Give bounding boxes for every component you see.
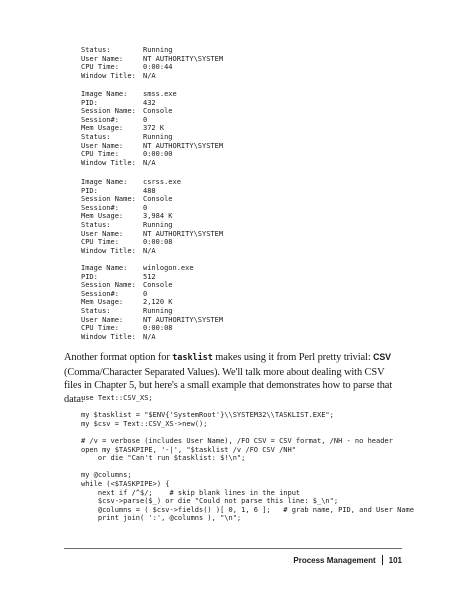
process-field-row <box>81 63 381 72</box>
field-value: Running <box>143 46 173 54</box>
field-label: Image Name: <box>81 264 128 272</box>
process-field-row <box>81 72 381 81</box>
process-block-4 <box>81 264 381 341</box>
field-label: PID: <box>81 272 98 281</box>
field-value: 0 <box>143 115 148 124</box>
field-label: Mem Usage: <box>81 124 124 133</box>
process-field-row <box>81 307 381 316</box>
code-listing <box>81 394 414 523</box>
field-label: Session#: <box>81 203 119 212</box>
process-field-row <box>81 107 381 116</box>
process-field-row <box>81 133 381 142</box>
process-field-row <box>81 264 381 273</box>
field-value: 2,120 K <box>143 298 173 307</box>
field-label: CPU Time: <box>81 63 119 72</box>
code-line <box>81 403 411 412</box>
field-value: Console <box>143 107 173 116</box>
process-field-row <box>81 142 381 151</box>
footer-rule <box>64 548 402 549</box>
process-field-row <box>81 187 381 196</box>
process-field-row <box>81 333 381 342</box>
field-value: 0 <box>143 203 148 212</box>
field-value: winlogon.exe <box>143 264 194 272</box>
field-value: N/A <box>143 158 156 167</box>
code-line <box>81 463 411 472</box>
field-label: CPU Time: <box>81 238 119 247</box>
process-field-row <box>81 204 381 213</box>
process-field-row <box>81 159 381 168</box>
field-value: Running <box>143 306 173 315</box>
field-label: Session#: <box>81 289 119 298</box>
code-line: # /v = verbose (includes User Name), /FO CSV = CSV format, /NH - no header <box>81 436 393 445</box>
code-line: open my $TASKPIPE, '-|', "$tasklist /v /FO CSV /NH" <box>81 445 296 454</box>
field-value: 488 <box>143 186 156 195</box>
field-label: Status: <box>81 306 111 315</box>
process-field-row <box>81 178 381 187</box>
field-value: NT AUTHORITY\SYSTEM <box>143 141 224 150</box>
field-value: 0:00:44 <box>143 63 173 72</box>
process-field-row <box>81 247 381 256</box>
process-field-row <box>81 116 381 125</box>
field-value: smss.exe <box>143 90 177 98</box>
field-value: 0:00:08 <box>143 238 173 247</box>
code-line: my @columns; <box>81 471 132 480</box>
field-label: Session Name: <box>81 195 136 204</box>
code-line: my $csv = Text::CSV_XS->new(); <box>81 419 208 428</box>
process-field-row <box>81 298 381 307</box>
field-label: Mem Usage: <box>81 212 124 221</box>
page-number: 101 <box>388 555 402 565</box>
field-value: 432 <box>143 98 156 107</box>
process-block-3 <box>81 178 381 255</box>
process-field-row <box>81 90 381 99</box>
field-label: PID: <box>81 98 98 107</box>
field-label: Window Title: <box>81 332 136 341</box>
code-line: use Text::CSV_XS; <box>81 394 153 402</box>
field-value: Console <box>143 195 173 204</box>
field-label: CPU Time: <box>81 324 119 333</box>
field-label: Image Name: <box>81 178 128 186</box>
field-label: User Name: <box>81 229 124 238</box>
code-line: next if /^$/; # skip blank lines in the input <box>81 488 301 497</box>
field-label: Session Name: <box>81 281 136 290</box>
page-footer <box>64 553 402 567</box>
code-line <box>81 428 411 437</box>
field-label: Window Title: <box>81 71 136 80</box>
field-label: Session#: <box>81 115 119 124</box>
code-line: while (<$TASKPIPE>) { <box>81 479 170 488</box>
process-field-row <box>81 281 381 290</box>
code-line: @columns = ( $csv->fields() )[ 0, 1, 6 ]; # grab name, PID, and User Name <box>81 505 414 514</box>
paragraph-text-middle: makes using it from Perl pretty trivial: <box>212 352 374 363</box>
code-line: print join( ':', @columns ), "\n"; <box>81 514 242 523</box>
field-label: Mem Usage: <box>81 298 124 307</box>
field-value: 372 K <box>143 124 165 133</box>
code-line: $csv->parse($_) or die "Could not parse this line: $_\n"; <box>81 497 339 506</box>
field-value: 512 <box>143 272 156 281</box>
footer-separator <box>382 555 383 565</box>
field-label: Window Title: <box>81 246 136 255</box>
field-label: CPU Time: <box>81 150 119 159</box>
field-value: NT AUTHORITY\SYSTEM <box>143 54 224 63</box>
process-block-1 <box>81 46 381 80</box>
field-value: NT AUTHORITY\SYSTEM <box>143 315 224 324</box>
field-label: PID: <box>81 186 98 195</box>
process-field-row <box>81 124 381 133</box>
field-value: Console <box>143 281 173 290</box>
paragraph-text-before: Another format option for <box>64 352 173 363</box>
field-value: N/A <box>143 332 156 341</box>
field-value: csrss.exe <box>143 178 181 186</box>
field-value: N/A <box>143 71 156 80</box>
process-field-row <box>81 221 381 230</box>
process-field-row <box>81 150 381 159</box>
field-value: 3,984 K <box>143 212 173 221</box>
process-field-row <box>81 316 381 325</box>
field-label: User Name: <box>81 54 124 63</box>
process-block-2 <box>81 90 381 167</box>
footer-section-title: Process Management <box>293 555 376 565</box>
process-field-row <box>81 290 381 299</box>
field-value: 0 <box>143 289 148 298</box>
process-field-row <box>81 230 381 239</box>
field-value: Running <box>143 220 173 229</box>
field-label: Session Name: <box>81 107 136 116</box>
paragraph-text-after: (Comma/Character Separated Values). We'll talk more about dealing with CSV files in Chapter 5, but here's a small example that demonstrates how to parse that data: <box>64 366 393 405</box>
field-label: User Name: <box>81 315 124 324</box>
field-value: NT AUTHORITY\SYSTEM <box>143 229 224 238</box>
process-field-row <box>81 273 381 282</box>
field-label: Window Title: <box>81 158 136 167</box>
process-field-row <box>81 324 381 333</box>
process-field-row <box>81 55 381 64</box>
csv-acronym: CSV <box>373 352 391 362</box>
process-field-row <box>81 99 381 108</box>
field-value: 0:00:00 <box>143 150 173 159</box>
field-label: Status: <box>81 132 111 141</box>
field-label: Image Name: <box>81 90 128 98</box>
field-label: User Name: <box>81 141 124 150</box>
process-field-row <box>81 46 381 55</box>
tasklist-command: tasklist <box>172 353 213 363</box>
field-label: Status: <box>81 46 111 54</box>
field-value: 0:00:08 <box>143 324 173 333</box>
code-line: my $tasklist = "$ENV{'SystemRoot'}\\SYSTEM32\\TASKLIST.EXE"; <box>81 411 334 420</box>
field-label: Status: <box>81 220 111 229</box>
process-field-row <box>81 212 381 221</box>
field-value: N/A <box>143 246 156 255</box>
process-field-row <box>81 238 381 247</box>
field-value: Running <box>143 132 173 141</box>
process-field-row <box>81 195 381 204</box>
code-line: or die "Can't run $tasklist: $!\n"; <box>81 454 246 463</box>
